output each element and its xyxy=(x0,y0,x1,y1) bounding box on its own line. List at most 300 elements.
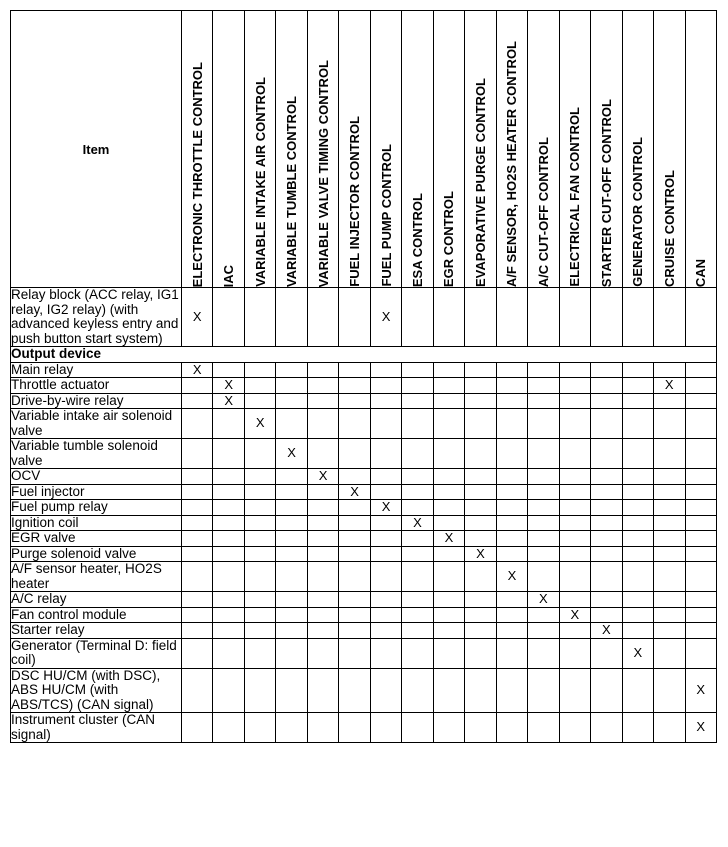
table-row xyxy=(11,484,717,500)
empty-cell xyxy=(591,515,622,531)
x-mark-cell: X xyxy=(370,500,401,516)
empty-cell xyxy=(465,500,496,516)
empty-cell xyxy=(559,531,590,547)
empty-cell xyxy=(528,562,559,592)
empty-cell xyxy=(496,393,527,409)
empty-cell xyxy=(685,362,717,378)
empty-cell xyxy=(370,638,401,668)
table-row xyxy=(11,378,717,394)
table-row xyxy=(11,409,717,439)
empty-cell xyxy=(654,409,685,439)
empty-cell xyxy=(685,393,717,409)
empty-cell xyxy=(465,638,496,668)
column-header-cruise-control xyxy=(654,11,685,288)
empty-cell xyxy=(244,362,275,378)
table-row xyxy=(11,713,717,743)
empty-cell xyxy=(276,562,307,592)
empty-cell xyxy=(182,607,213,623)
empty-cell xyxy=(276,469,307,485)
empty-cell xyxy=(622,288,653,347)
empty-cell xyxy=(559,288,590,347)
empty-cell xyxy=(244,393,275,409)
empty-cell xyxy=(339,362,370,378)
empty-cell xyxy=(244,288,275,347)
empty-cell xyxy=(433,393,464,409)
empty-cell xyxy=(370,409,401,439)
table-header xyxy=(11,11,717,288)
empty-cell xyxy=(685,439,717,469)
column-header-label: GENERATOR CONTROL xyxy=(630,137,646,287)
empty-cell xyxy=(591,393,622,409)
empty-cell xyxy=(307,484,338,500)
empty-cell xyxy=(276,393,307,409)
item-label: Ignition coil xyxy=(11,515,182,531)
column-header-label: ELECTRICAL FAN CONTROL xyxy=(567,107,583,287)
column-header-variable-intake-air-control xyxy=(244,11,275,288)
empty-cell xyxy=(591,531,622,547)
empty-cell xyxy=(591,546,622,562)
column-header-label: FUEL INJECTOR CONTROL xyxy=(347,116,363,287)
empty-cell xyxy=(370,393,401,409)
empty-cell xyxy=(276,607,307,623)
empty-cell xyxy=(433,562,464,592)
empty-cell xyxy=(496,592,527,608)
empty-cell xyxy=(654,668,685,713)
empty-cell xyxy=(307,515,338,531)
empty-cell xyxy=(591,592,622,608)
item-label: Starter relay xyxy=(11,623,182,639)
table-row xyxy=(11,288,717,347)
empty-cell xyxy=(559,393,590,409)
empty-cell xyxy=(654,562,685,592)
x-mark-cell: X xyxy=(244,409,275,439)
empty-cell xyxy=(591,713,622,743)
column-header-label: A/F SENSOR, HO2S HEATER CONTROL xyxy=(504,40,520,287)
empty-cell xyxy=(622,500,653,516)
empty-cell xyxy=(433,439,464,469)
column-header-electrical-fan-control xyxy=(559,11,590,288)
column-header-electronic-throttle-control xyxy=(182,11,213,288)
empty-cell xyxy=(559,484,590,500)
empty-cell xyxy=(213,607,244,623)
empty-cell xyxy=(591,484,622,500)
x-mark-cell: X xyxy=(276,439,307,469)
empty-cell xyxy=(496,638,527,668)
empty-cell xyxy=(213,439,244,469)
item-label: Fan control module xyxy=(11,607,182,623)
empty-cell xyxy=(182,515,213,531)
empty-cell xyxy=(465,668,496,713)
empty-cell xyxy=(307,623,338,639)
empty-cell xyxy=(276,378,307,394)
empty-cell xyxy=(622,562,653,592)
table-row xyxy=(11,515,717,531)
empty-cell xyxy=(528,531,559,547)
column-header-label: A/C CUT-OFF CONTROL xyxy=(535,136,551,287)
empty-cell xyxy=(622,515,653,531)
empty-cell xyxy=(339,515,370,531)
empty-cell xyxy=(465,713,496,743)
empty-cell xyxy=(465,531,496,547)
empty-cell xyxy=(685,515,717,531)
empty-cell xyxy=(276,362,307,378)
empty-cell xyxy=(402,288,433,347)
empty-cell xyxy=(685,484,717,500)
empty-cell xyxy=(182,713,213,743)
x-mark-cell: X xyxy=(370,288,401,347)
empty-cell xyxy=(559,500,590,516)
empty-cell xyxy=(433,546,464,562)
empty-cell xyxy=(276,531,307,547)
empty-cell xyxy=(654,607,685,623)
empty-cell xyxy=(307,393,338,409)
empty-cell xyxy=(182,469,213,485)
empty-cell xyxy=(370,713,401,743)
empty-cell xyxy=(213,531,244,547)
item-label: Variable tumble solenoid valve xyxy=(11,439,182,469)
empty-cell xyxy=(433,409,464,439)
empty-cell xyxy=(339,546,370,562)
item-label: Instrument cluster (CAN signal) xyxy=(11,713,182,743)
empty-cell xyxy=(654,592,685,608)
empty-cell xyxy=(213,288,244,347)
empty-cell xyxy=(433,668,464,713)
empty-cell xyxy=(402,638,433,668)
empty-cell xyxy=(213,500,244,516)
column-header-can xyxy=(685,11,717,288)
empty-cell xyxy=(622,592,653,608)
empty-cell xyxy=(591,562,622,592)
empty-cell xyxy=(622,713,653,743)
empty-cell xyxy=(496,484,527,500)
empty-cell xyxy=(182,562,213,592)
empty-cell xyxy=(182,668,213,713)
empty-cell xyxy=(496,288,527,347)
empty-cell xyxy=(559,469,590,485)
item-label: A/F sensor heater, HO2S heater xyxy=(11,562,182,592)
empty-cell xyxy=(433,469,464,485)
empty-cell xyxy=(528,362,559,378)
empty-cell xyxy=(654,439,685,469)
empty-cell xyxy=(465,515,496,531)
empty-cell xyxy=(213,592,244,608)
empty-cell xyxy=(370,439,401,469)
empty-cell xyxy=(622,469,653,485)
empty-cell xyxy=(685,469,717,485)
item-label: Variable intake air solenoid valve xyxy=(11,409,182,439)
empty-cell xyxy=(559,668,590,713)
empty-cell xyxy=(339,393,370,409)
empty-cell xyxy=(433,500,464,516)
column-header-evaporative-purge-control xyxy=(465,11,496,288)
empty-cell xyxy=(182,531,213,547)
empty-cell xyxy=(622,607,653,623)
empty-cell xyxy=(276,500,307,516)
section-heading: Output device xyxy=(11,347,717,363)
empty-cell xyxy=(402,546,433,562)
empty-cell xyxy=(496,546,527,562)
empty-cell xyxy=(622,439,653,469)
empty-cell xyxy=(370,515,401,531)
x-mark-cell: X xyxy=(182,362,213,378)
empty-cell xyxy=(244,668,275,713)
empty-cell xyxy=(339,562,370,592)
empty-cell xyxy=(370,592,401,608)
column-header-starter-cut-off-control xyxy=(591,11,622,288)
x-mark-cell: X xyxy=(496,562,527,592)
empty-cell xyxy=(591,288,622,347)
empty-cell xyxy=(559,638,590,668)
table-row xyxy=(11,362,717,378)
empty-cell xyxy=(622,531,653,547)
empty-cell xyxy=(182,546,213,562)
empty-cell xyxy=(402,393,433,409)
empty-cell xyxy=(307,592,338,608)
empty-cell xyxy=(370,668,401,713)
x-mark-cell: X xyxy=(182,288,213,347)
column-header-esa-control xyxy=(402,11,433,288)
empty-cell xyxy=(685,378,717,394)
column-header-label: FUEL PUMP CONTROL xyxy=(378,144,394,287)
empty-cell xyxy=(339,469,370,485)
x-mark-cell: X xyxy=(433,531,464,547)
empty-cell xyxy=(654,546,685,562)
item-label: Fuel injector xyxy=(11,484,182,500)
item-label: DSC HU/CM (with DSC), ABS HU/CM (with ABS/TCS) (CAN signal) xyxy=(11,668,182,713)
empty-cell xyxy=(213,515,244,531)
empty-cell xyxy=(244,515,275,531)
empty-cell xyxy=(213,409,244,439)
empty-cell xyxy=(465,439,496,469)
empty-cell xyxy=(402,607,433,623)
empty-cell xyxy=(654,469,685,485)
empty-cell xyxy=(276,484,307,500)
item-label: OCV xyxy=(11,469,182,485)
empty-cell xyxy=(654,515,685,531)
empty-cell xyxy=(182,592,213,608)
empty-cell xyxy=(559,713,590,743)
column-header-fuel-pump-control xyxy=(370,11,401,288)
empty-cell xyxy=(559,515,590,531)
empty-cell xyxy=(402,439,433,469)
x-mark-cell: X xyxy=(213,378,244,394)
empty-cell xyxy=(685,500,717,516)
empty-cell xyxy=(685,623,717,639)
empty-cell xyxy=(370,469,401,485)
empty-cell xyxy=(528,409,559,439)
empty-cell xyxy=(307,531,338,547)
empty-cell xyxy=(496,623,527,639)
empty-cell xyxy=(433,515,464,531)
item-column-header: Item xyxy=(11,11,182,288)
empty-cell xyxy=(339,439,370,469)
empty-cell xyxy=(496,515,527,531)
empty-cell xyxy=(496,378,527,394)
empty-cell xyxy=(370,362,401,378)
empty-cell xyxy=(213,623,244,639)
table-row xyxy=(11,469,717,485)
empty-cell xyxy=(276,623,307,639)
empty-cell xyxy=(307,500,338,516)
empty-cell xyxy=(528,515,559,531)
empty-cell xyxy=(402,531,433,547)
empty-cell xyxy=(433,288,464,347)
empty-cell xyxy=(465,592,496,608)
empty-cell xyxy=(685,531,717,547)
empty-cell xyxy=(370,562,401,592)
x-mark-cell: X xyxy=(685,713,717,743)
empty-cell xyxy=(276,409,307,439)
empty-cell xyxy=(244,562,275,592)
empty-cell xyxy=(339,409,370,439)
empty-cell xyxy=(496,668,527,713)
empty-cell xyxy=(276,713,307,743)
empty-cell xyxy=(654,288,685,347)
empty-cell xyxy=(433,638,464,668)
x-mark-cell: X xyxy=(685,668,717,713)
empty-cell xyxy=(244,592,275,608)
empty-cell xyxy=(182,378,213,394)
empty-cell xyxy=(465,623,496,639)
empty-cell xyxy=(307,362,338,378)
empty-cell xyxy=(244,713,275,743)
empty-cell xyxy=(339,288,370,347)
empty-cell xyxy=(591,409,622,439)
empty-cell xyxy=(370,484,401,500)
table-row xyxy=(11,638,717,668)
empty-cell xyxy=(402,409,433,439)
empty-cell xyxy=(182,393,213,409)
empty-cell xyxy=(213,469,244,485)
x-mark-cell: X xyxy=(402,515,433,531)
empty-cell xyxy=(307,607,338,623)
item-label: Throttle actuator xyxy=(11,378,182,394)
empty-cell xyxy=(339,668,370,713)
empty-cell xyxy=(496,500,527,516)
header-row xyxy=(11,11,717,288)
empty-cell xyxy=(402,592,433,608)
empty-cell xyxy=(339,607,370,623)
empty-cell xyxy=(244,378,275,394)
empty-cell xyxy=(339,500,370,516)
empty-cell xyxy=(654,393,685,409)
x-mark-cell: X xyxy=(465,546,496,562)
empty-cell xyxy=(528,546,559,562)
column-header-label: VARIABLE TUMBLE CONTROL xyxy=(284,95,300,287)
empty-cell xyxy=(213,562,244,592)
empty-cell xyxy=(339,378,370,394)
empty-cell xyxy=(622,378,653,394)
column-header-variable-valve-timing-control xyxy=(307,11,338,288)
empty-cell xyxy=(307,562,338,592)
empty-cell xyxy=(433,607,464,623)
empty-cell xyxy=(496,531,527,547)
empty-cell xyxy=(528,393,559,409)
empty-cell xyxy=(591,362,622,378)
table-row xyxy=(11,607,717,623)
x-mark-cell: X xyxy=(654,378,685,394)
item-label: Purge solenoid valve xyxy=(11,546,182,562)
empty-cell xyxy=(402,623,433,639)
x-mark-cell: X xyxy=(339,484,370,500)
column-header-label: ELECTRONIC THROTTLE CONTROL xyxy=(189,61,205,287)
empty-cell xyxy=(244,546,275,562)
empty-cell xyxy=(559,362,590,378)
empty-cell xyxy=(685,546,717,562)
empty-cell xyxy=(213,668,244,713)
empty-cell xyxy=(591,439,622,469)
empty-cell xyxy=(433,378,464,394)
empty-cell xyxy=(276,668,307,713)
table-row xyxy=(11,393,717,409)
empty-cell xyxy=(213,362,244,378)
column-header-fuel-injector-control xyxy=(339,11,370,288)
empty-cell xyxy=(622,362,653,378)
empty-cell xyxy=(307,638,338,668)
table-row xyxy=(11,439,717,469)
empty-cell xyxy=(213,484,244,500)
column-header-label: IAC xyxy=(221,264,237,287)
empty-cell xyxy=(528,484,559,500)
empty-cell xyxy=(213,546,244,562)
empty-cell xyxy=(622,623,653,639)
empty-cell xyxy=(307,713,338,743)
column-header-label: EGR CONTROL xyxy=(441,190,457,287)
empty-cell xyxy=(465,484,496,500)
column-header-generator-control xyxy=(622,11,653,288)
empty-cell xyxy=(591,378,622,394)
empty-cell xyxy=(685,638,717,668)
item-label: Relay block (ACC relay, IG1 relay, IG2 relay) (with advanced keyless entry and push button start system) xyxy=(11,288,182,347)
column-header-a-c-cut-off-control xyxy=(528,11,559,288)
empty-cell xyxy=(654,484,685,500)
empty-cell xyxy=(465,393,496,409)
section-row xyxy=(11,347,717,363)
empty-cell xyxy=(433,484,464,500)
empty-cell xyxy=(528,713,559,743)
column-header-label: VARIABLE INTAKE AIR CONTROL xyxy=(252,77,268,287)
empty-cell xyxy=(433,362,464,378)
empty-cell xyxy=(465,409,496,439)
column-header-label: CRUISE CONTROL xyxy=(661,170,677,287)
empty-cell xyxy=(559,562,590,592)
empty-cell xyxy=(654,623,685,639)
empty-cell xyxy=(307,546,338,562)
column-header-label: CAN xyxy=(693,258,709,287)
empty-cell xyxy=(654,638,685,668)
empty-cell xyxy=(182,484,213,500)
empty-cell xyxy=(182,439,213,469)
empty-cell xyxy=(622,409,653,439)
empty-cell xyxy=(276,288,307,347)
column-header-a-f-sensor-ho2s-heater-control xyxy=(496,11,527,288)
x-mark-cell: X xyxy=(559,607,590,623)
empty-cell xyxy=(370,623,401,639)
empty-cell xyxy=(276,592,307,608)
empty-cell xyxy=(685,607,717,623)
empty-cell xyxy=(496,439,527,469)
empty-cell xyxy=(433,592,464,608)
empty-cell xyxy=(244,531,275,547)
x-mark-cell: X xyxy=(591,623,622,639)
table-row xyxy=(11,546,717,562)
empty-cell xyxy=(528,607,559,623)
empty-cell xyxy=(244,623,275,639)
empty-cell xyxy=(559,378,590,394)
item-label: Fuel pump relay xyxy=(11,500,182,516)
empty-cell xyxy=(622,668,653,713)
empty-cell xyxy=(465,469,496,485)
